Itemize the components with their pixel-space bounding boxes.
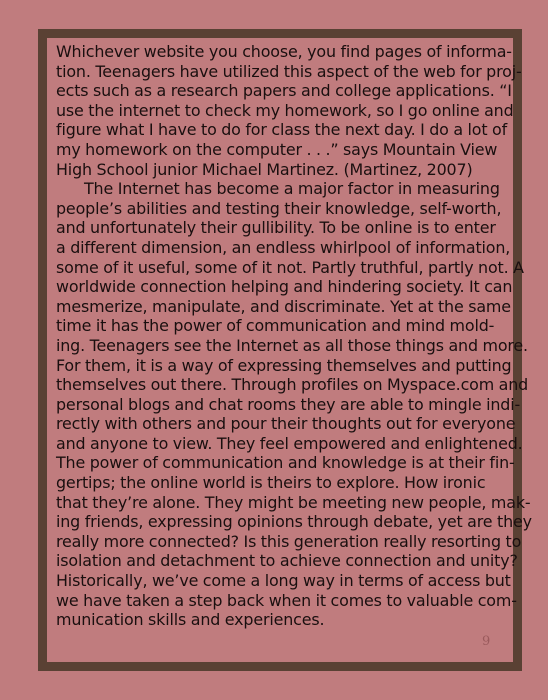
text-line: my homework on the computer . . .” says Mountain View (56, 139, 498, 159)
text-line: ing friends, expressing opinions through debate, yet are they (56, 512, 532, 532)
text-line: ects such as a research papers and college applications. “I (56, 81, 512, 101)
page-number: 9 (482, 634, 491, 649)
text-line: worldwide connection helping and hindering society. It can (56, 277, 513, 297)
text-line: time it has the power of communication and mind mold- (56, 316, 495, 336)
text-line: High School junior Michael Martinez. (Martinez, 2007) (56, 159, 473, 179)
text-line: Whichever website you choose, you find pages of informa- (56, 42, 512, 61)
article-body (56, 42, 532, 630)
text-line: and unfortunately their gullibility. To be online is to enter (56, 218, 496, 238)
text-line: and anyone to view. They feel empowered and enlightened. (56, 433, 523, 453)
text-line: isolation and detachment to achieve connection and unity? (56, 551, 518, 571)
text-line: rectly with others and pour their thoughts out for everyone (56, 414, 516, 434)
text-line: we have taken a step back when it comes to valuable com- (56, 590, 517, 610)
paragraph-start-line: The Internet has become a major factor in measuring (84, 179, 500, 199)
text-line: tion. Teenagers have utilized this aspect of the web for proj- (56, 61, 522, 81)
text-line: that they’re alone. They might be meeting new people, mak- (56, 492, 531, 512)
text-line: mesmerize, manipulate, and discriminate. Yet at the same (56, 296, 511, 316)
text-line: For them, it is a way of expressing themselves and putting (56, 355, 512, 375)
text-line: munication skills and experiences. (56, 610, 325, 630)
text-line: figure what I have to do for class the next day. I do a lot of (56, 120, 508, 140)
text-line: Historically, we’ve come a long way in terms of access but (56, 571, 511, 591)
text-line: some of it useful, some of it not. Partly truthful, partly not. A (56, 257, 524, 277)
text-line: ing. Teenagers see the Internet as all those things and more. (56, 335, 528, 355)
text-line: personal blogs and chat rooms they are able to mingle indi- (56, 394, 521, 414)
text-line: gertips; the online world is theirs to explore. How ironic (56, 473, 486, 493)
text-line: use the internet to check my homework, so I go online and (56, 100, 514, 120)
text-line: a different dimension, an endless whirlpool of information, (56, 237, 511, 257)
text-line: really more connected? Is this generation really resorting to (56, 531, 522, 551)
text-line: themselves out there. Through profiles on Myspace.com and (56, 375, 529, 395)
text-line: people’s abilities and testing their knowledge, self-worth, (56, 198, 502, 218)
text-line: The power of communication and knowledge is at their fin- (56, 453, 515, 473)
